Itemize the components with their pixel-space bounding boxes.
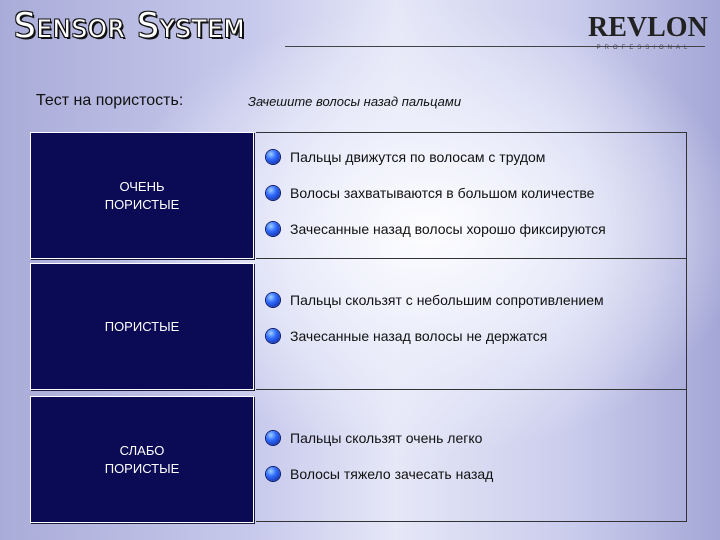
- table-rule-right: [686, 132, 687, 522]
- list-item: Пальцы скользят с небольшим сопротивлением: [266, 292, 604, 308]
- category-slightly-porous: [30, 396, 254, 523]
- category-label-line: ПОРИСТЫЕ: [104, 460, 180, 476]
- logo-main-text: REVLON: [588, 12, 708, 43]
- bullet-icon: [266, 329, 280, 343]
- table-rule: [256, 258, 686, 259]
- table-rule-top: [256, 132, 686, 133]
- list-item: Волосы тяжело зачесать назад: [266, 466, 493, 482]
- bullet-icon: [266, 467, 280, 481]
- brand-title: Sensor System: [14, 6, 246, 46]
- logo-sub-text: PROFESSIONAL: [596, 45, 692, 51]
- bullet-icon: [266, 222, 280, 236]
- bullet-icon: [266, 186, 280, 200]
- bullet-icon: [266, 431, 280, 445]
- category-label-line: ОЧЕНЬ: [119, 178, 165, 194]
- category-porous: [30, 263, 254, 390]
- list-item: Зачесанные назад волосы не держатся: [266, 328, 547, 344]
- revlon-logo: [588, 12, 708, 52]
- bullet-icon: [266, 150, 280, 164]
- table-rule: [256, 389, 686, 390]
- table-rule-bottom: [256, 521, 686, 522]
- category-label-line: ПОРИСТЫЕ: [104, 196, 180, 212]
- list-item: Пальцы скользят очень легко: [266, 430, 482, 446]
- list-item: Пальцы движутся по волосам с трудом: [266, 149, 545, 165]
- bullet-icon: [266, 293, 280, 307]
- category-label-line: ПОРИСТЫЕ: [104, 318, 180, 334]
- test-instruction: Зачешите волосы назад пальцами: [248, 94, 462, 109]
- category-very-porous: [30, 132, 254, 259]
- list-item: Волосы захватываются в большом количестве: [266, 185, 594, 201]
- category-label-line: СЛАБО: [119, 442, 165, 458]
- list-item: Зачесанные назад волосы хорошо фиксируются: [266, 221, 606, 237]
- test-label: Тест на пористость:: [36, 92, 184, 109]
